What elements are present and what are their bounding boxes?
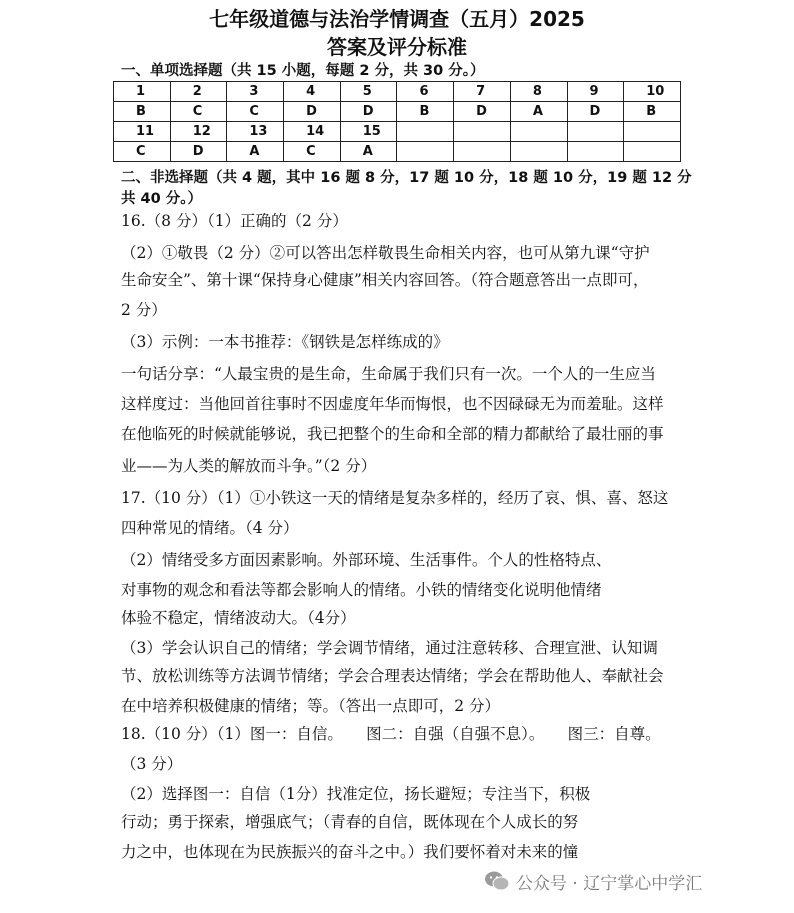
answer-table-cell: 7 <box>454 82 511 102</box>
answer-table-cell <box>624 142 681 162</box>
answer-table-cell: 6 <box>397 82 454 102</box>
answer-table-cell: B <box>624 102 681 122</box>
answer-table-cell: 8 <box>510 82 567 102</box>
answer-text-line: 对事物的观念和看法等都会影响人的情绪。小铁的情绪变化说明他情绪 <box>121 581 602 599</box>
answer-text-line: 生命安全”、第十课“保持身心健康”相关内容回答。（符合题意答出一点即可， <box>121 271 649 289</box>
answer-table-cell: D <box>454 102 511 122</box>
answer-table-cell: 4 <box>284 82 341 102</box>
answer-text-line: （3）学会认识自己的情绪；学会调节情绪，通过注意转移、合理宣泄、认知调 <box>121 639 658 657</box>
answer-text-line: 18.（10 分）（1）图一：自信。 图二：自强（自强不息）。 图三：自尊。 <box>121 725 661 743</box>
answer-text-line: （2）①敬畏（2 分）②可以答出怎样敬畏生命相关内容，也可从第九课“守护 <box>121 244 650 262</box>
answer-table-cell <box>624 122 681 142</box>
answer-text-line: （2）选择图一：自信（1分）找准定位，扬长避短；专注当下，积极 <box>121 785 591 803</box>
answer-table-cell: A <box>227 142 284 162</box>
answer-table-cell: 15 <box>340 122 397 142</box>
answer-table-cell: C <box>114 142 171 162</box>
answer-table-cell: 5 <box>340 82 397 102</box>
watermark <box>484 866 702 896</box>
answer-text-line: 2 分） <box>121 301 167 319</box>
answer-text-line: 体验不稳定，情绪波动大。（4分） <box>121 609 356 627</box>
answer-text-line: 17.（10 分）（1）①小铁这一天的情绪是复杂多样的，经历了哀、惧、喜、怒这 <box>121 489 669 507</box>
answer-table-cell: D <box>567 102 624 122</box>
answer-table-cell <box>510 122 567 142</box>
answer-table-cell: A <box>510 102 567 122</box>
answer-table-cell <box>454 142 511 162</box>
answer-text-line: 在他临死的时候就能够说，我已把整个的生命和全部的精力都献给了最壮丽的事 <box>121 425 664 443</box>
answer-text-line: 一句话分享：“人最宝贵的是生命，生命属于我们只有一次。一个人的一生应当 <box>121 365 656 383</box>
section1-heading: 一、单项选择题（共 15 小题，每题 2 分，共 30 分。） <box>121 63 485 79</box>
answer-table-cell: D <box>170 142 227 162</box>
answer-table-cell <box>567 142 624 162</box>
answer-table-row <box>114 122 681 142</box>
answer-text-line: 行动；勇于探索，增强底气；（青春的自信，既体现在个人成长的努 <box>121 813 579 831</box>
answer-table-cell <box>567 122 624 142</box>
document-subtitle: 答案及评分标准 <box>327 35 467 59</box>
answer-text-line: （2）情绪受多方面因素影响。外部环境、生活事件。个人的性格特点、 <box>121 551 612 569</box>
answer-table-cell: C <box>227 102 284 122</box>
answer-text-line: 四种常见的情绪。（4 分） <box>121 519 299 537</box>
answer-table-cell: 9 <box>567 82 624 102</box>
answer-table-cell: 14 <box>284 122 341 142</box>
answer-text-line: 在中培养积极健康的情绪；等。（答出一点即可，2 分） <box>121 697 501 715</box>
answer-text-line: 这样度过：当他回首往事时不因虚度年华而悔恨，也不因碌碌无为而羞耻。这样 <box>121 395 664 413</box>
answer-table-cell <box>397 142 454 162</box>
answer-table <box>113 81 681 162</box>
answer-text-line: （3 分） <box>121 755 183 773</box>
answer-text-line: （3）示例：一本书推荐：《钢铁是怎样练成的》 <box>121 333 449 351</box>
answer-table-cell: 1 <box>114 82 171 102</box>
wechat-icon <box>484 870 510 892</box>
answer-table-cell: A <box>340 142 397 162</box>
answer-table-cell: B <box>397 102 454 122</box>
answer-table-cell: D <box>284 102 341 122</box>
answer-table-cell <box>397 122 454 142</box>
watermark-text: 公众号 · 辽宁掌心中学汇 <box>516 873 703 894</box>
answer-table-row <box>114 82 681 102</box>
answer-table-cell: 11 <box>114 122 171 142</box>
answer-table-row <box>114 142 681 162</box>
answer-table-cell: C <box>170 102 227 122</box>
answer-text-line: 业——为人类的解放而斗争。”（2 分） <box>121 457 377 475</box>
answer-table-cell: 12 <box>170 122 227 142</box>
answer-table-cell: 3 <box>227 82 284 102</box>
section2-heading: 二、非选择题（共 4 题，其中 16 题 8 分，17 题 10 分，18 题 10 分，19 题 12 分 <box>121 170 692 186</box>
answer-text-line: 力之中，也体现在为民族振兴的奋斗之中。）我们要怀着对未来的憧 <box>121 843 579 861</box>
answer-text-line: 节、放松训练等方法调节情绪；学会合理表达情绪；学会在帮助他人、奉献社会 <box>121 667 664 685</box>
answer-table-cell <box>510 142 567 162</box>
answer-table-cell: B <box>114 102 171 122</box>
answer-table-cell: 2 <box>170 82 227 102</box>
answer-table-cell: 10 <box>624 82 681 102</box>
answer-table-row <box>114 102 681 122</box>
section2-heading-cont: 共 40 分。） <box>121 191 203 207</box>
answer-table-cell: C <box>284 142 341 162</box>
document-title: 七年级道德与法治学情调查（五月）2025 <box>209 7 585 31</box>
answer-table-cell: 13 <box>227 122 284 142</box>
answer-table-cell <box>454 122 511 142</box>
answer-text-line: 16.（8 分）（1）正确的（2 分） <box>121 212 348 230</box>
answer-table-cell: D <box>340 102 397 122</box>
